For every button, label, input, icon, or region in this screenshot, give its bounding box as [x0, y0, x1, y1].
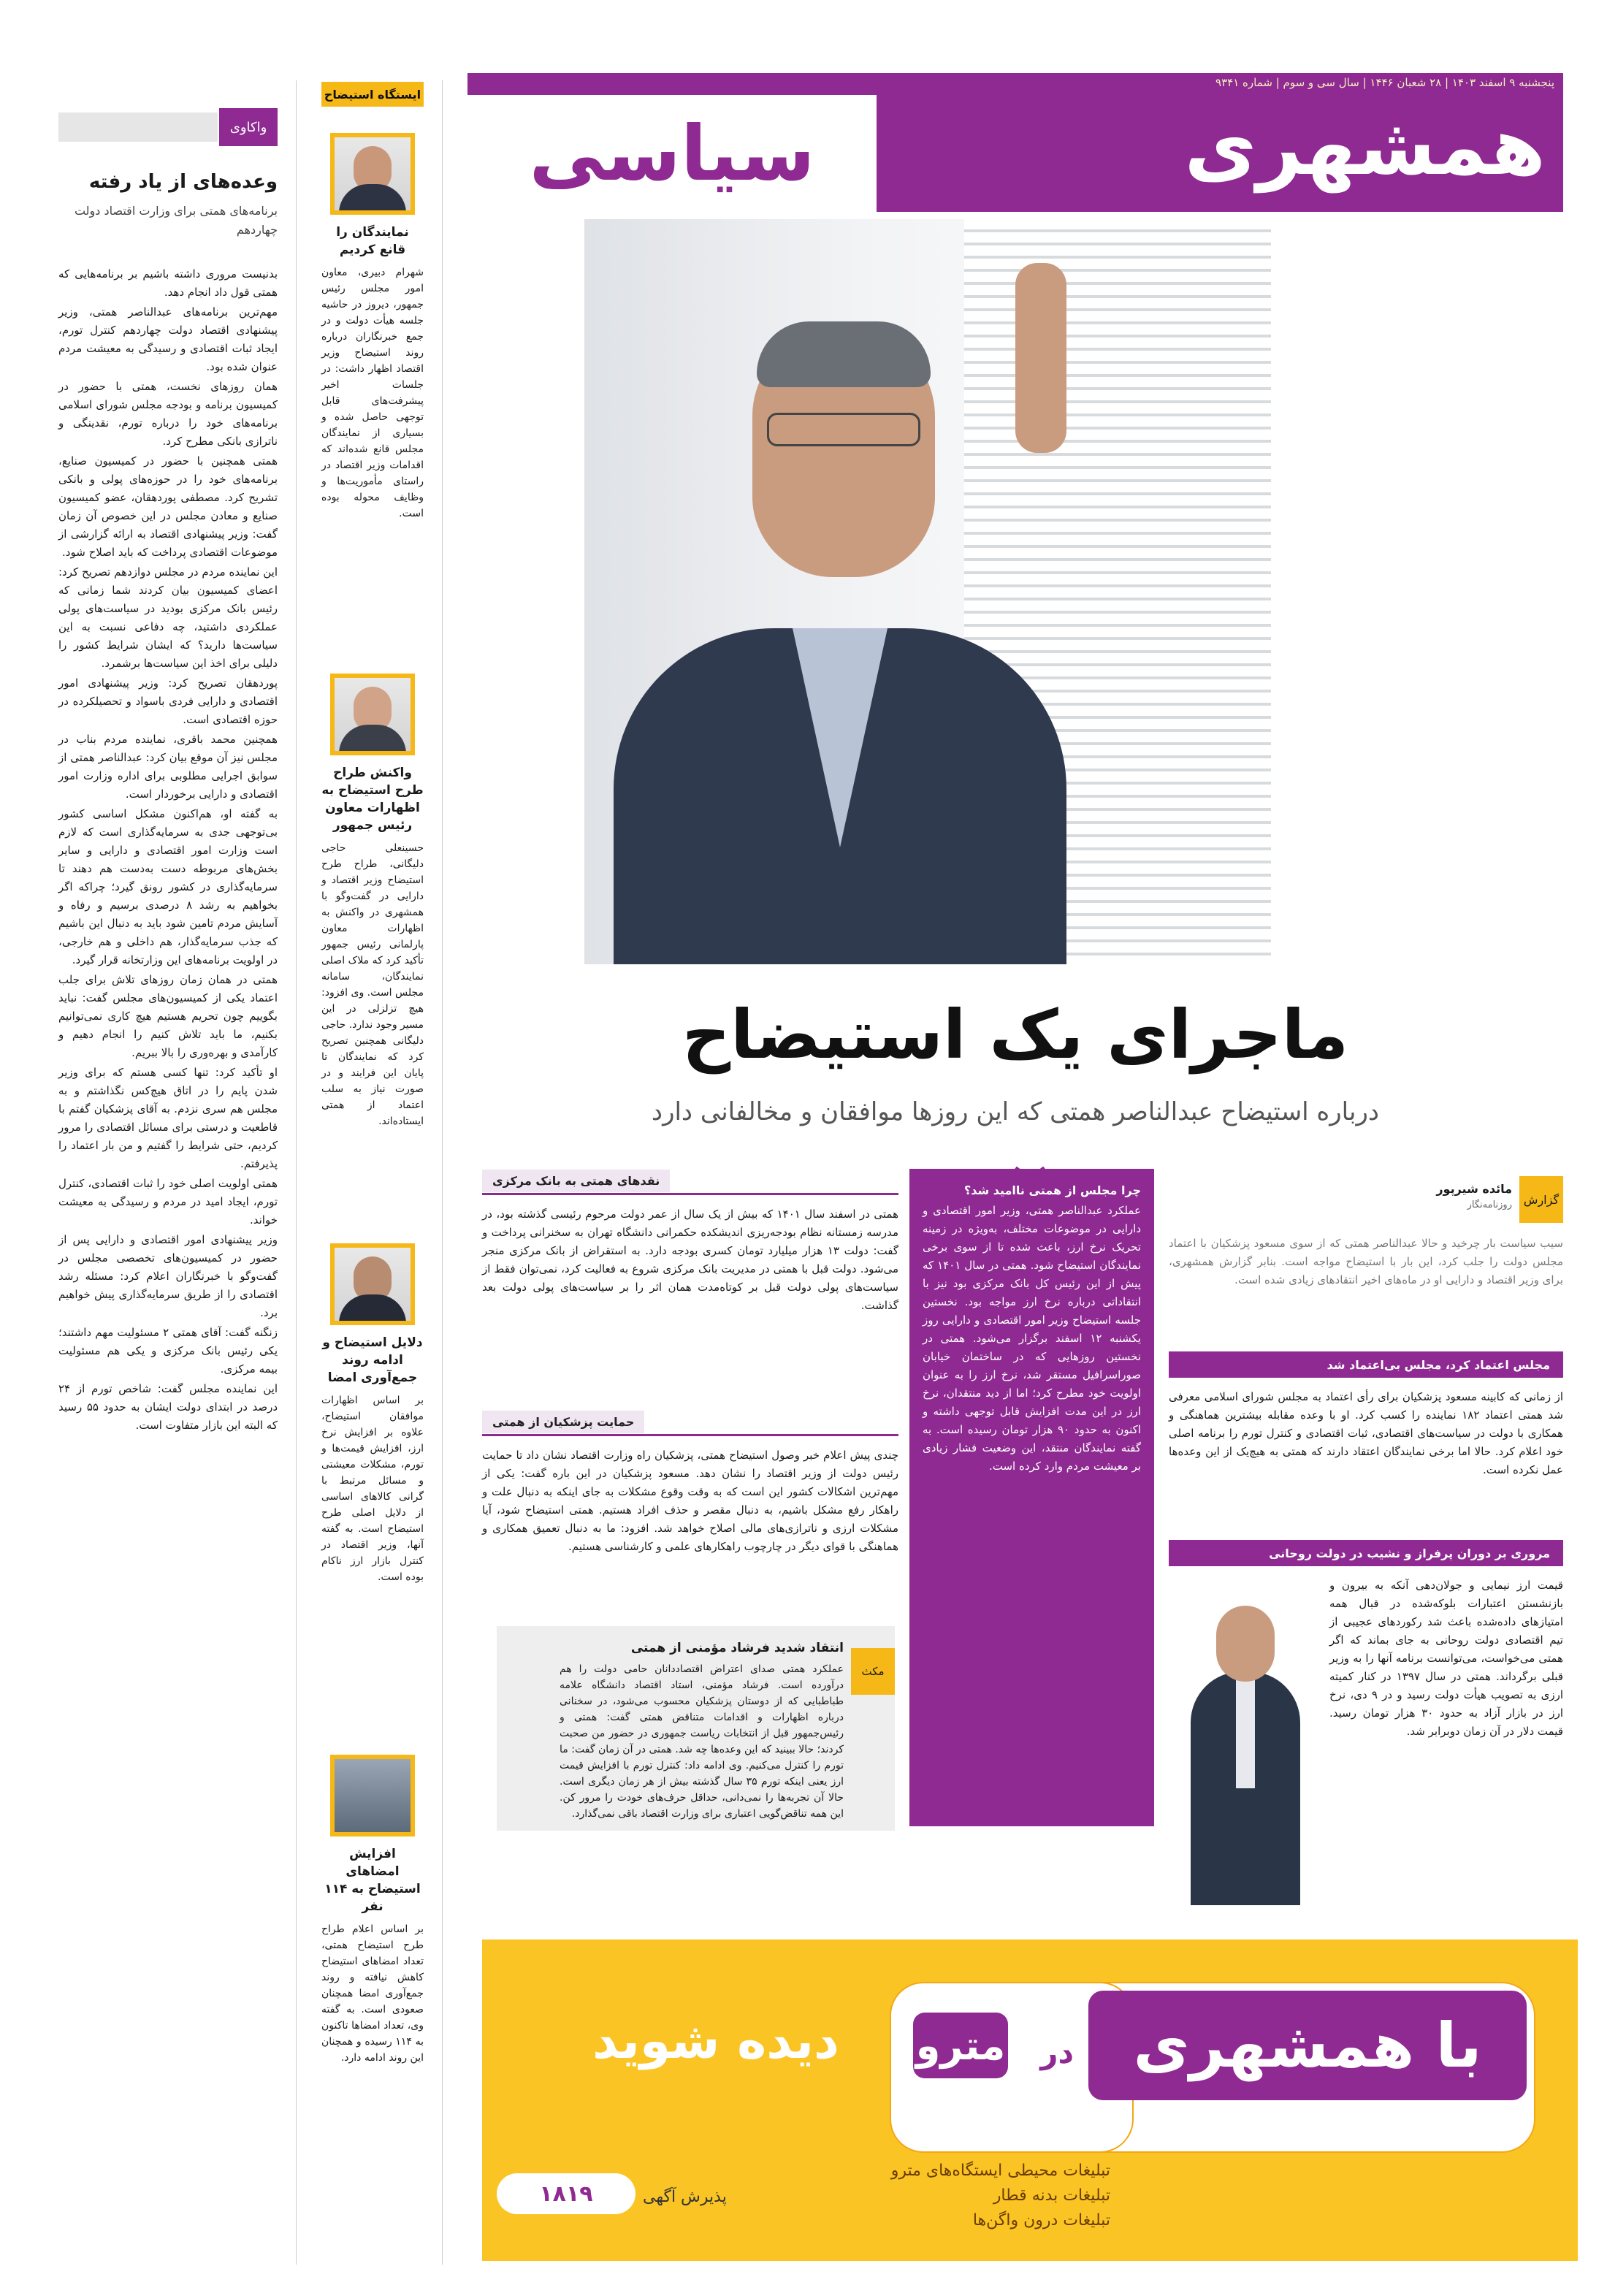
analysis-body [58, 265, 278, 1436]
ad-slogan: دیده شوید [592, 2013, 839, 2070]
note-block [321, 1236, 424, 1585]
newspaper-logo: همشهری [1184, 102, 1546, 193]
box-title: چرا مجلس از همتی ناامید شد؟ [963, 1183, 1141, 1197]
hand [1015, 263, 1066, 453]
paragraph: این نماینده مردم در مجلس دوازدهم تصریح کرد: اعضای کمیسیون بیان کردند شما زمانی که رئیس بانک مرکزی بودید در سیاست‌های پولی عملکردی داشتید، چه دفاعی نسبت به این سیاست‌ها دارید؟ که ایشان شرایط کشور را دلیلی برای اخذ این سیاست‌ها برشمرد. [58, 565, 278, 670]
section-body: از زمانی که کابینه مسعود پزشکیان برای رأی اعتماد به مجلس شورای اسلامی معرفی شد همتی اعتماد ۱۸۲ نماینده را کسب کرد. او با وعده مقابله بیشترین هماهنگی و همکاری با دولت در سیاست‌های اقتصادی، ثبات اقتصادی و کنترل تورم را برنامه اصلی خود اعلام کرد. حالا اما برخی نمایندگان اعتقاد دارند که همتی به هیچ‌یک از این وعده‌ها عمل نکرده است. [1169, 1390, 1563, 1476]
paragraph: زنگنه گفت: آقای همتی ۲ مسئولیت مهم داشتند؛ یکی رئیس بانک مرکزی و یکی هم مسئولیت بیمه مرکزی. [58, 1326, 278, 1376]
box-body: عملکرد عبدالناصر همتی، وزیر امور اقتصادی و دارایی در موضوعات مختلف، به‌ویژه در زمینه تحریک نرخ ارز، باعث شده تا از سوی برخی نمایندگان استیضاح شود. همتی در سال ۱۴۰۱ که پیش از این رئیس کل بانک مرکزی بود نیز با انتقاداتی درباره نرخ ارز مواجه بود. نخستین جلسه استیضاح وزیر امور اقتصادی و دارایی روز یکشنبه ۱۲ اسفند برگزار می‌شود. همتی در نخستین روزهایی که در ساختمان خیابان صوراسرافیل مستقر شد، نرخ ارز را به عنوان اولویت خود مطرح کرد؛ اما از دید منتقدان، نرخ ارز در این مدت افزایش قابل توجهی داشته و اکنون به حدود ۹۰ هزار تومان رسیده است. به گفته نمایندگان منتقد، این وضعیت فشار زیادی بر معیشت مردم وارد کرده است. [923, 1204, 1142, 1473]
ad-phone-number[interactable]: ۱۸۱۹ [497, 2173, 635, 2214]
paragraph: همتی اولویت اصلی خود را ثبات اقتصادی، کنترل تورم، ایجاد امید در مردم و رسیدگی به معیشت خواند. [58, 1177, 278, 1227]
station-header: ایستگاه استیضاح [321, 82, 424, 107]
chevron-down-icon [1012, 1164, 1048, 1186]
note-body: حسینعلی حاجی دلیگانی، طراح طرح استیضاح وزیر اقتصاد و دارایی در گفت‌وگو با همشهری در واکنش به اظهارات معاون پارلمانی رئیس جمهور تأکید کرد که ملاک اصلی نمایندگان، سامانه مجلس است. وی افزود: هیچ تزلزلی در این مسیر وجود ندارد. حاجی دلیگانی همچنین تصریح کرد که نمایندگان تا پایان این فرایند و در صورت نیاز به سلب اعتماد از همتی ایستاده‌اند. [321, 842, 424, 1127]
note-title: دلایل استیضاح و ادامه روند جمع‌آوری امضا [322, 1335, 423, 1385]
ad-items [833, 2159, 1110, 2233]
ad-item: تبلیغات محیطی ایستگاه‌های مترو [890, 2162, 1110, 2180]
paragraph: همان روزهای نخست، همتی با حضور در کمیسیون برنامه و بودجه مجلس شورای اسلامی برنامه‌های خود را درباره تورم، نقدینگی و ناترازی بانکی مطرح کرد. [58, 380, 278, 448]
analysis-column [58, 108, 278, 2256]
paragraph: به گفته او، هم‌اکنون مشکل اساسی کشور بی‌توجهی جدی به سرمایه‌گذاری است که لازم است وزارت امور اقتصادی و دارایی و سایر بخش‌های مربوطه دست به‌دست هم دهند تا سرمایه‌گذاری در کشور رونق گیرد؛ چراکه اگر بخواهیم به رشد ۸ درصدی برسیم و رفاه و آسایش مردم تامین شود باید به دنبال این باشیم که جذب سرمایه‌گذار، هم داخلی و هم خارجی، در اولویت برنامه‌های این وزارتخانه قرار گیرد. [58, 807, 278, 966]
paragraph: این نماینده مجلس گفت: شاخص تورم از ۲۴ درصد در ابتدای دولت ایشان به حدود ۵۵ رسید که البته این بازار متفاوت است. [58, 1382, 278, 1432]
section-title-box [467, 95, 877, 212]
portrait-photo [330, 674, 415, 755]
paragraph: وزیر پیشنهادی امور اقتصادی و دارایی پس از حضور در کمیسیون‌های تخصصی مجلس در گفت‌وگو با خبرنگاران اعلام کرد: مسئله رشد اقتصادی را از طریق سرمایه‌گذاری پیش خواهیم برد. [58, 1233, 278, 1319]
ad-metro-box [913, 2013, 1008, 2078]
ad-brand-box [1088, 1991, 1527, 2100]
ad-brand: با همشهری [1133, 2010, 1482, 2081]
note-body: بر اساس اظهارات موافقان استیضاح، علاوه بر افزایش نرخ ارز، افزایش قیمت‌ها و تورم، مشکلات معیشتی و مسائل مرتبط با گرانی کالاهای اساسی از دلایل اصلی طرح استیضاح است. به گفته آنها، وزیر اقتصاد در کنترل بازار ارز ناکام بوده است. [321, 1395, 424, 1583]
paragraph: همتی در همان زمان روزهای تلاش برای جلب اعتماد یکی از کمیسیون‌های مجلس گفت: نباید بگوییم چون تحریم هستیم هیچ کاری نمی‌توانیم بکنیم، ما باید تلاش کنیم را انجام دهیم و کارآمدی و بهره‌وری را بالا ببریم. [58, 973, 278, 1059]
section-body: قیمت ارز نیمایی و جولان‌دهی آنکه به بیرون و بازنشستن اعتبارات بلوکه‌شده در قبال همه امتیازهای داده‌شده باعث شد رکوردهای عجیبی از تیم اقتصادی دولت روحانی به جای بماند که اگر همتی می‌خواست، می‌توانست برنامه آنها را به وزیر قبلی برگرداند. همتی در سال ۱۳۹۷ در کنار کمیته ارزی به تصویب هیأت دولت رسید و در ۹ دی، نرخ ارز در بازار آزاد به حدود ۳۰ هزار تومان رسید. قیمت دلار در آن زمان دوبرابر شد. [1329, 1579, 1564, 1738]
report-lead: سیب سیاست بار چرخید و حالا عبدالناصر همتی که از سوی مسعود پزشکیان با اعتماد مجلس دولت را جلب کرد، این بار با استیضاح مواجه است. بنابر گزارش همشهری، برای وزیر اقتصاد و دارایی او در ماه‌های اخیر انتقادهای زیادی شده است. [1169, 1237, 1563, 1286]
ad-item: تبلیغات بدنه قطار [993, 2186, 1110, 2205]
paragraph: پوردهقان تصریح کرد: وزیر پیشنهادی امور اقتصادی و دارایی فردی باسواد و تحصیلکرده در حوزه اقتصادی است. [58, 676, 278, 726]
metro-advertisement [482, 1940, 1578, 2261]
section-title: سیاسی [529, 109, 815, 198]
note-block [321, 126, 424, 522]
note-body: بر اساس اعلام طراح طرح استیضاح همتی، تعداد امضاهای استیضاح کاهش نیافته و روند جمع‌آوری امضا همچنان صعودی است. به گفته وی، تعداد امضاها تاکنون به ۱۱۴ رسیده و همچنان این روند ادامه دارد. [321, 1923, 424, 2064]
why-disappointed-box [909, 1169, 1154, 1826]
note-block [321, 666, 424, 1129]
main-subheadline: درباره استیضاح عبدالناصر همتی که این روزها موافقان و مخالفانی دارد [651, 1097, 1380, 1126]
central-bank-critique [482, 1169, 898, 1315]
box-body: عملکرد همتی صدای اعتراض اقتصاددانان حامی دولت را هم درآورده است. فرشاد مؤمنی، استاد اقتصاد دانشگاه علامه طباطبایی که از دوستان پزشکیان محسوب می‌شود، در سخنانی درباره اظهارات و اقدامات متناقض همتی گفت: همتی و رئیس‌جمهور قبل از انتخابات ریاست جمهوری در حضور من صحبت کردند؛ حالا ببینید که این وعده‌ها چه شد. همتی در آن زمان گفت: ما تورم را کنترل می‌کنیم. وی ادامه داد: کنترل تورم با افزایش قیمت ارز یعنی اینکه تورم ۳۵ سال گذشته بیش از هر زمان دیگری است. حالا آن تجربه‌ها را نمی‌دانی، حداقل حرف‌های خودت را مرور کن. این همه تناقض‌گویی اعتباری برای وزارت اقتصاد باقی نمی‌گذارد. [560, 1663, 844, 1820]
pause-tag: مکث [851, 1648, 895, 1695]
section-header: مروری بر دوران پرفراز و نشیب در دولت روحانی [1169, 1540, 1563, 1566]
portrait-photo [330, 133, 415, 215]
analysis-tag: واکاوی [219, 108, 278, 146]
section-header-label: نقدهای همتی به بانک مرکزی [482, 1170, 670, 1192]
note-title: واکنش طراح طرح استیضاح به اظهارات معاون رئیس جمهور [321, 766, 424, 833]
column-divider [442, 80, 443, 2265]
analysis-title: وعده‌های از یاد رفته [88, 171, 278, 193]
note-body: شهرام دبیری، معاون امور مجلس رئیس جمهور، دیروز در حاشیه جلسه هیأت دولت و در جمع خبرنگاران درباره روند استیضاح وزیر اقتصاد اظهار داشت: در جلسات اخیر پیشرفت‌های قابل توجهی حاصل شده و بسیاری از نمایندگان مجلس قانع شده‌اند که اقدامات وزیر اقتصاد در راستای مأموریت‌ها و وظایف محوله بوده است. [321, 267, 424, 519]
hemmati-standing-photo [1169, 1591, 1322, 1905]
portrait-photo [330, 1243, 415, 1325]
report-tag: گزارش [1519, 1176, 1563, 1223]
section-body: چندی پیش اعلام خبر وصول استیضاح همتی، پزشکیان راه وزارت اقتصاد نشان داد تا حمایت رئیس دولت از وزیر اقتصاد را نشان دهد. مسعود پزشکیان در این باره گفت: یکی از مهم‌ترین اشکالات کشور این است که به وقت وقوع مشکلات به جای اینکه به دنبال علت و راهکار رفع مشکل باشیم، به دنبال مقصر و حذف افراد هستیم. همتی استیضاح شود، آیا مشکلات ارزی و ناترازی‌های مالی اصلاح خواهد شد. افزود: ما به دنبال تعمیق همکاری و هماهنگی با قوای دیگر در چارچوب راهکارهای علمی و کارشناسی هستیم. [482, 1449, 898, 1553]
ad-accept-label: پذیرش آگهی [643, 2188, 727, 2206]
analysis-subtitle: برنامه‌های همتی برای وزارت اقتصاد دولت چهاردهم [74, 204, 278, 237]
paragraph: مهم‌ترین برنامه‌های عبدالناصر همتی، وزیر پیشنهادی اقتصاد دولت چهاردهم کنترل تورم، ایجاد ثبات اقتصادی و رسیدگی به معیشت مردم عنوان شده بود. [58, 305, 278, 373]
section-body: همتی در اسفند سال ۱۴۰۱ که بیش از یک سال از عمر دولت مرحوم رئیسی گذشته بود، در مدرسه زمستانه نظام بودجه‌ریزی اندیشکده حکمرانی دانشگاه تهران به سخنرانی پرداخت و گفت: دولت ۱۳ هزار میلیارد تومان کسری بودجه دارد. به استقراض از بانک مرکزی منجر می‌شود. دولت قبل با همتی در مدیریت بانک مرکزی شروع به فعالیت کرد، نمی‌توان فقط از سیاست‌های پولی دولت قبل بر کوتاه‌مدت همان اثر را بر سیاست‌های پولی دولت بعد گذاشت. [482, 1208, 898, 1312]
masthead [467, 73, 1563, 212]
trust-section [1169, 1351, 1563, 1479]
section-header [482, 1410, 898, 1436]
main-headline: ماجرای یک استیضاح [682, 996, 1349, 1074]
ad-preposition: در [1040, 2034, 1074, 2070]
impeachment-station-column [321, 82, 424, 2266]
paragraph: همتی همچنین با حضور در کمیسیون صنایع، برنامه‌های خود را در حوزه‌های پولی و بانکی تشریح کرد. مصطفی پوردهقان، عضو کمیسیون صنایع و معادن مجلس در این خصوص آن زمان گفت: وزیر پیشنهادی اقتصاد به ارائه گزارشی از موضوعات اقتصادی پرداخت که باید اصلاح شود. [58, 454, 278, 559]
box-title: انتقاد شدید فرشاد مؤمنی از همتی [630, 1641, 844, 1655]
author-role: روزنامه‌نگار [1467, 1200, 1512, 1210]
report-column [1169, 1176, 1563, 1344]
paragraph: بدنیست مروری داشته باشیم بر برنامه‌هایی که همتی قول داد انجام دهد. [58, 267, 278, 299]
section-header-label: حمایت پزشکیان از همتی [482, 1411, 644, 1433]
note-title: افزایش امضاهای استیضاح به ۱۱۴ نفر [324, 1847, 421, 1914]
note-block [321, 1747, 424, 2066]
paragraph: همچنین محمد باقری، نماینده مردم بناب در مجلس نیز آن موقع بیان کرد: عبدالناصر همتی از سوابق اجرایی مطلوبی برای اداره وزارت امور اقتصادی و دارایی برخوردار است. [58, 733, 278, 801]
pezeshkian-support [482, 1410, 898, 1556]
note-title: نمایندگان را قانع کردیم [336, 225, 409, 257]
column-divider [296, 80, 297, 2265]
paragraph: او تأکید کرد: تنها کسی هستم که برای وزیر شدن پایم را در اتاق هیچ‌کس نگذاشتم و به مجلس هم سری نزدم. به آقای پزشکیان گفتم با قاطعیت و درستی برای مسائل اقتصادی را مرور کردیم، حتی شرایط را گفتیم و من بار اعتماد را پذیرفتم. [58, 1066, 278, 1170]
parliament-photo [330, 1755, 415, 1837]
author-name: مائده شیرپور [1436, 1182, 1512, 1196]
momeni-critique-box [497, 1626, 895, 1831]
ad-metro: مترو [915, 2022, 1006, 2069]
section-header: مجلس اعتماد کرد، مجلس بی‌اعتماد شد [1169, 1351, 1563, 1378]
date-line: پنجشنبه ۹ اسفند ۱۴۰۳ | ۲۸ شعبان ۱۴۴۶ | سال سی و سوم | شماره ۹۳۴۱ [1215, 76, 1554, 89]
hair [757, 321, 931, 387]
rouhani-section [1169, 1540, 1563, 1905]
analysis-band [58, 112, 218, 142]
hero-photo [584, 219, 1271, 964]
ad-item: تبلیغات درون واگن‌ها [972, 2211, 1110, 2230]
section-header [482, 1169, 898, 1195]
glasses [767, 413, 920, 446]
